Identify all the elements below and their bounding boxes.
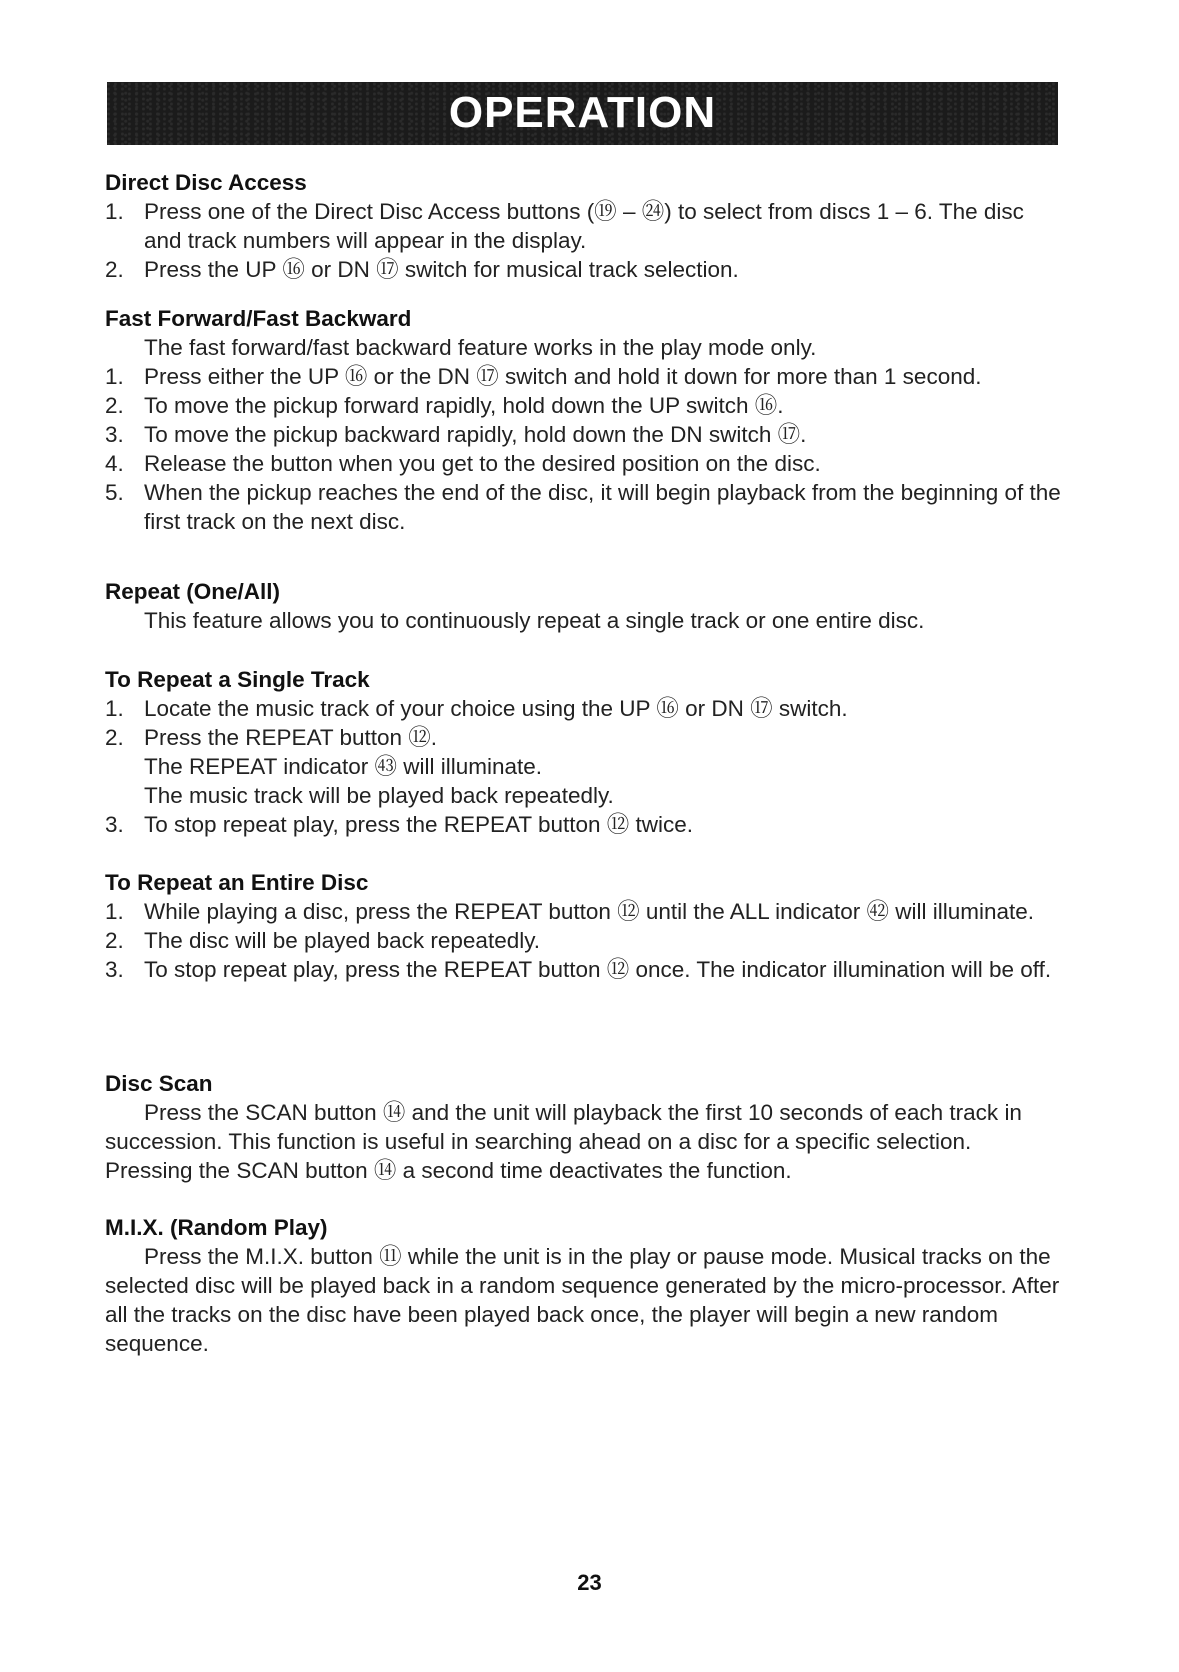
page-number: 23 <box>577 1570 602 1595</box>
section-mix <box>105 1213 1065 1358</box>
list-item <box>105 723 1065 752</box>
section-heading: To Repeat a Single Track <box>105 667 370 692</box>
section-intro: The fast forward/fast backward feature works in the play mode only. <box>144 335 817 360</box>
item-number: 1. <box>105 364 124 389</box>
list-item <box>105 420 1065 449</box>
item-number: 3. <box>105 957 124 982</box>
item-text: Locate the music track of your choice using the UP ⑯ or DN ⑰ switch. <box>144 696 848 721</box>
section-direct-disc-access <box>105 168 1065 284</box>
title-banner <box>107 82 1058 145</box>
list-item <box>105 478 1065 536</box>
list-item <box>105 197 1065 255</box>
item-text: Press the UP ⑯ or DN ⑰ switch for musical track selection. <box>144 257 739 282</box>
section-heading: Fast Forward/Fast Backward <box>105 306 412 331</box>
section-paragraph: Press the SCAN button ⑭ and the unit will playback the first 10 seconds of each track in succession. This function is useful in searching ahead on a disc for a specific selection. Pressing the SCAN button ⑭ a second time deactivates the function. <box>105 1100 1022 1183</box>
item-number: 1. <box>105 899 124 924</box>
list-item <box>105 362 1065 391</box>
section-fast-forward <box>105 304 1065 536</box>
item-text: Press either the UP ⑯ or the DN ⑰ switch and hold it down for more than 1 second. <box>144 364 982 389</box>
section-intro: This feature allows you to continuously repeat a single track or one entire disc. <box>144 608 925 633</box>
item-text: Press one of the Direct Disc Access buttons (⑲ – ㉔) to select from discs 1 – 6. The disc and track numbers will appear in the display. <box>144 199 1024 253</box>
item-continuation: The music track will be played back repeatedly. <box>144 783 614 808</box>
section-heading: Disc Scan <box>105 1071 213 1096</box>
item-number: 5. <box>105 480 124 505</box>
list-item <box>105 694 1065 723</box>
section-heading: Direct Disc Access <box>105 170 307 195</box>
item-text: Press the REPEAT button ⑫. <box>144 725 438 750</box>
item-text: To stop repeat play, press the REPEAT button ⑫ once. The indicator illumination will be off. <box>144 957 1052 982</box>
item-text: The disc will be played back repeatedly. <box>144 928 541 953</box>
section-heading: M.I.X. (Random Play) <box>105 1215 328 1240</box>
list-item <box>105 926 1065 955</box>
section-heading: Repeat (One/All) <box>105 579 281 604</box>
item-text: When the pickup reaches the end of the disc, it will begin playback from the beginning of the first track on the next disc. <box>144 480 1061 534</box>
section-heading: To Repeat an Entire Disc <box>105 870 369 895</box>
item-text: While playing a disc, press the REPEAT button ⑫ until the ALL indicator ㊷ will illuminate. <box>144 899 1035 924</box>
item-number: 4. <box>105 451 124 476</box>
item-number: 3. <box>105 812 124 837</box>
page-title: OPERATION <box>448 88 717 137</box>
list-item <box>105 255 1065 284</box>
section-repeat <box>105 577 1065 635</box>
list-item <box>105 810 1065 839</box>
section-repeat-single <box>105 665 1065 839</box>
item-text: Release the button when you get to the desired position on the disc. <box>144 451 821 476</box>
item-number: 2. <box>105 257 124 282</box>
list-item <box>105 391 1065 420</box>
section-repeat-disc <box>105 868 1065 984</box>
item-number: 2. <box>105 928 124 953</box>
item-text: To move the pickup backward rapidly, hold down the DN switch ⑰. <box>144 422 807 447</box>
list-item <box>105 897 1065 926</box>
item-continuation: The REPEAT indicator ㊸ will illuminate. <box>144 754 543 779</box>
item-text: To move the pickup forward rapidly, hold down the UP switch ⑯. <box>144 393 784 418</box>
section-disc-scan <box>105 1069 1065 1185</box>
item-number: 2. <box>105 393 124 418</box>
list-item <box>105 955 1065 984</box>
item-number: 3. <box>105 422 124 447</box>
item-number: 2. <box>105 725 124 750</box>
item-number: 1. <box>105 696 124 721</box>
item-number: 1. <box>105 199 124 224</box>
section-paragraph: Press the M.I.X. button ⑪ while the unit is in the play or pause mode. Musical tracks on the selected disc will be played back in a random sequence generated by the micro-processor. After all the tracks on the disc have been played back once, the player will begin a new random sequence. <box>105 1244 1060 1356</box>
item-text: To stop repeat play, press the REPEAT button ⑫ twice. <box>144 812 694 837</box>
list-item <box>105 449 1065 478</box>
